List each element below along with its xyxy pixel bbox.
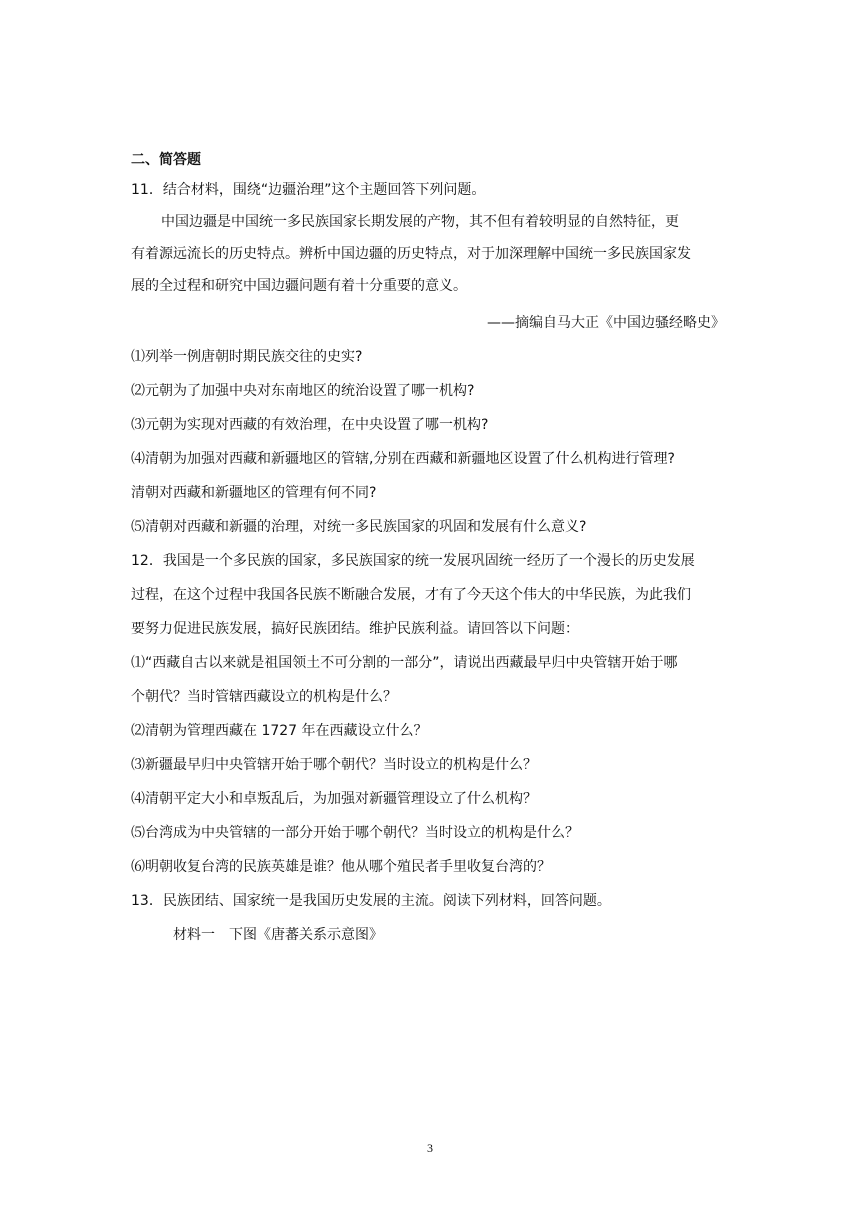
q11-passage-line-1: 中国边疆是中国统一多民族国家长期发展的产物，其不但有着较明显的自然特征，更 <box>161 214 679 230</box>
q11-sub-3: ⑶元朝为实现对西藏的有效治理，在中央设置了哪一机构? <box>131 417 489 433</box>
q12-sub-2: ⑵清朝为管理西藏在 1727 年在西藏设立什么？ <box>131 723 428 739</box>
question-12-stem-line-2: 过程，在这个过程中我国各民族不断融合发展，才有了今天这个伟大的中华民族，为此我们 <box>131 587 691 603</box>
q12-sub-4: ⑷清朝平定大小和卓叛乱后，为加强对新疆管理设立了什么机构？ <box>131 791 537 807</box>
q11-sub-4: ⑷清朝为加强对西藏和新疆地区的管辖,分别在西藏和新疆地区设置了什么机构进行管理? <box>131 451 675 467</box>
q12-sub-3: ⑶新疆最早归中央管辖开始于哪个朝代？当时设立的机构是什么？ <box>131 757 537 773</box>
q12-sub-1: ⑴“西藏自古以来就是祖国领土不可分割的一部分”，请说出西藏最早归中央管辖开始于哪 <box>131 655 678 671</box>
q11-sub-2: ⑵元朝为了加强中央对东南地区的统治设置了哪一机构? <box>131 383 475 399</box>
section-heading: 二、简答题 <box>131 152 201 168</box>
q11-sub-1: ⑴列举一例唐朝时期民族交往的史实? <box>131 349 363 365</box>
q12-sub-6: ⑹明朝收复台湾的民族英雄是谁？他从哪个殖民者手里收复台湾的？ <box>131 859 551 875</box>
question-12-stem-line-1: 12．我国是一个多民族的国家，多民族国家的统一发展巩固统一经历了一个漫长的历史发展 <box>131 553 695 569</box>
q12-sub-1-continued: 个朝代？当时管辖西藏设立的机构是什么？ <box>131 689 397 705</box>
q11-source-citation: ——摘编自马大正《中国边骚经略史》 <box>487 315 725 331</box>
question-13-stem: 13．民族团结、国家统一是我国历史发展的主流。阅读下列材料，回答问题。 <box>131 893 611 909</box>
page-number: 3 <box>427 1141 433 1155</box>
q12-sub-5: ⑸台湾成为中央管辖的一部分开始于哪个朝代？当时设立的机构是什么？ <box>131 825 579 841</box>
question-12-stem-line-3: 要努力促进民族发展，搞好民族团结。维护民族利益。请回答以下问题： <box>131 621 579 637</box>
question-11-stem: 11．结合材料，围绕“边疆治理”这个主题回答下列问题。 <box>131 182 486 198</box>
q11-sub-5: ⑸清朝对西藏和新疆的治理，对统一多民族国家的巩固和发展有什么意义? <box>131 519 587 535</box>
q11-sub-4-continued: 清朝对西藏和新疆地区的管理有何不同? <box>131 485 377 501</box>
q11-passage-line-3: 展的全过程和研究中国边疆问题有着十分重要的意义。 <box>131 278 467 294</box>
q13-material-1-label: 材料一 下图《唐蕃关系示意图》 <box>173 927 383 943</box>
q11-passage-line-2: 有着源远流长的历史特点。辨析中国边疆的历史特点，对于加深理解中国统一多民族国家发 <box>131 246 691 262</box>
